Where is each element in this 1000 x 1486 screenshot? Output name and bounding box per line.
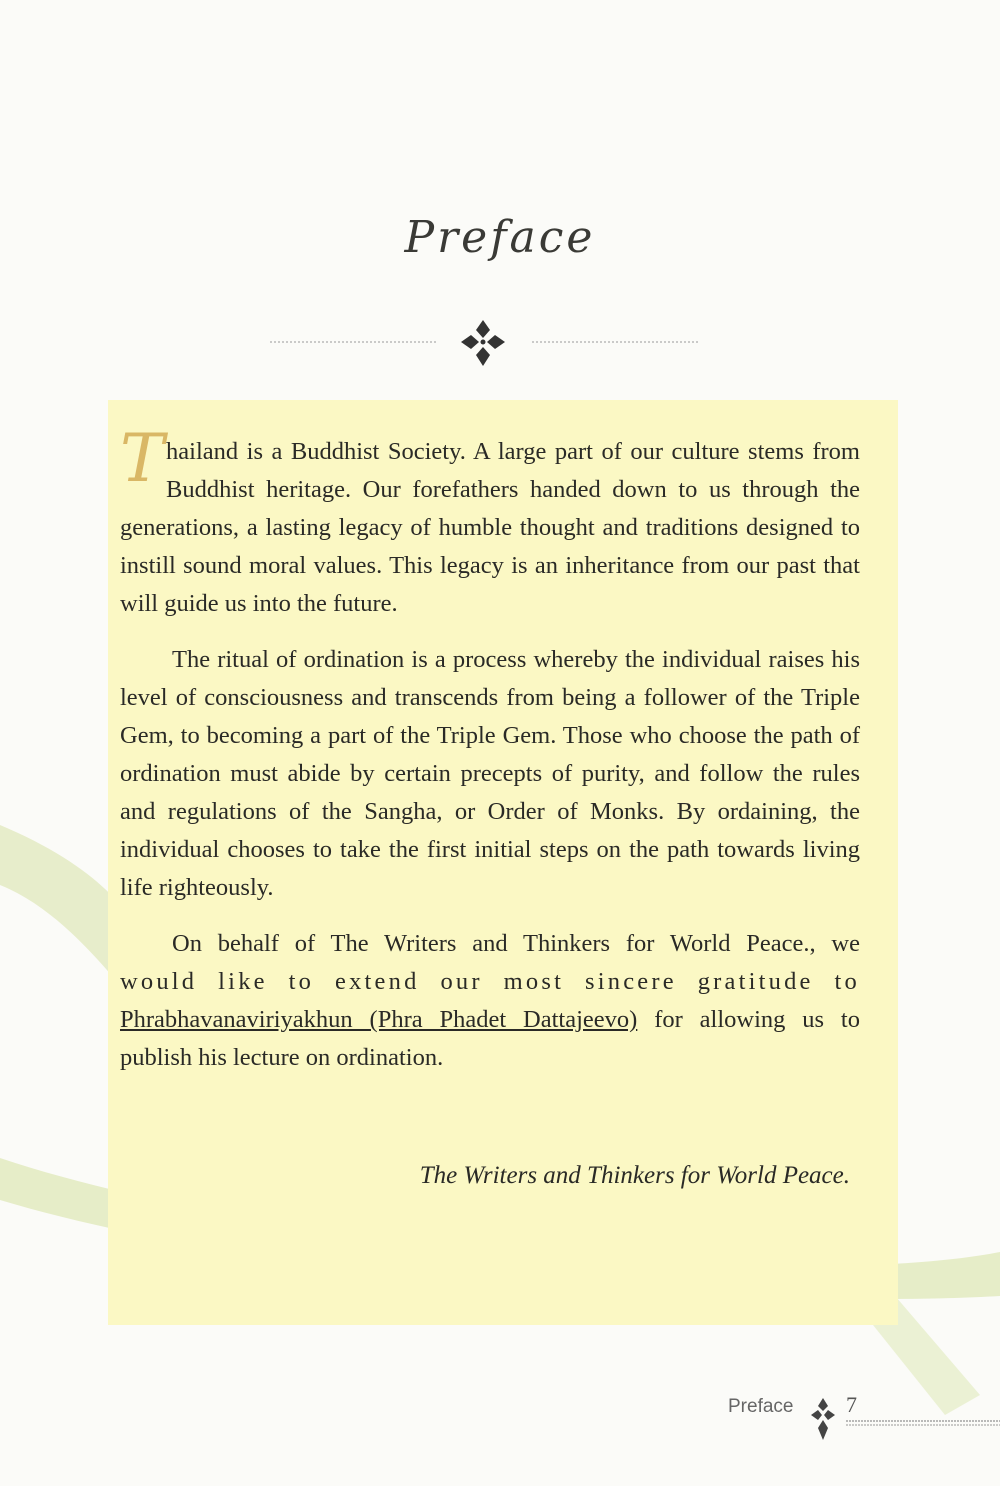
footer-section-label: Preface <box>728 1396 794 1417</box>
footer-diamond-icon <box>810 1398 836 1440</box>
divider-diamond-ornament-icon <box>270 315 700 385</box>
paragraph-1-text: hailand is a Buddhist Society. A large part of our culture stems from Buddhist heritage. Our forefathers handed down to us through the generations, a lasting legacy of humble thought and traditions designed to instill sound moral values. This legacy is an inheritance from our past that will guide us into the future. <box>120 438 860 617</box>
signature: The Writers and Thinkers for World Peace. <box>419 1162 850 1189</box>
paragraph-3 <box>120 925 860 1077</box>
page-number: 7 <box>846 1392 857 1417</box>
lecturer-name: Phrabhavanaviriyakhun (Phra Phadet Dattajeevo) <box>120 1006 638 1033</box>
ribbon-left-upper <box>0 825 120 985</box>
paragraph-3-line-1: On behalf of The Writers and Thinkers for World Peace., we <box>172 930 860 957</box>
paragraph-3-line-2: would like to extend our most sincere gratitude to <box>120 968 860 995</box>
drop-cap: T <box>120 420 165 497</box>
footer-rule <box>846 1418 1000 1428</box>
paragraph-1 <box>120 420 860 623</box>
preface-body <box>120 420 860 1095</box>
paragraph-3-rest: for allowing us to publish his lecture on ordination. <box>120 1006 860 1071</box>
page-title: Preface <box>404 212 596 263</box>
paragraph-2: The ritual of ordination is a process whereby the individual raises his level of consciousness and transcends from being a follower of the Triple Gem, to becoming a part of the Triple Gem. Those who choose the path of ordination must abide by certain precepts of purity, and follow the rules and regulations of the Sangha, or Order of Monks. By ordaining, the individual chooses to take the first initial steps on the path towards living life righteously. <box>120 646 860 901</box>
